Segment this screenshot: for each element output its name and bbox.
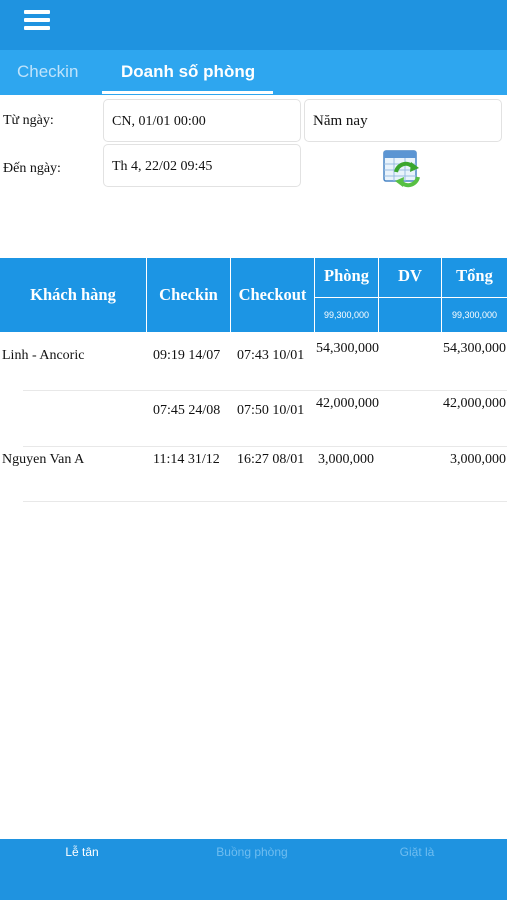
row-total: 42,000,000 — [443, 396, 506, 411]
row-room: 3,000,000 — [318, 452, 374, 467]
row-customer: Nguyen Van A — [2, 452, 85, 467]
row-divider — [23, 446, 507, 447]
row-total: 3,000,000 — [450, 452, 506, 467]
to-date-field[interactable]: Th 4, 22/02 09:45 — [103, 144, 301, 187]
grand-total: 99,300,000 — [442, 297, 507, 332]
from-date-label: Từ ngày: — [3, 113, 54, 128]
tab-doanh-so-phong[interactable]: Doanh số phòng — [121, 62, 256, 81]
row-room: 42,000,000 — [316, 396, 379, 411]
bottom-tab-giat-la[interactable]: Giặt là — [399, 845, 435, 859]
column-header-checkout: Checkout — [231, 258, 315, 332]
column-header-service: DV — [379, 258, 442, 332]
row-checkout: 07:50 10/01 — [237, 403, 305, 418]
row-checkout: 07:43 10/01 — [237, 348, 305, 363]
row-divider — [23, 390, 507, 391]
row-checkout: 16:27 08/01 — [237, 452, 305, 467]
from-date-field[interactable]: CN, 01/01 00:00 — [103, 99, 301, 142]
active-tab-indicator — [102, 91, 273, 94]
row-divider — [23, 501, 507, 502]
top-app-bar — [0, 0, 507, 50]
bottom-tab-buong-phong[interactable]: Buồng phòng — [216, 845, 288, 859]
column-header-total: Tổng 99,300,000 — [442, 258, 507, 332]
column-header-checkin: Checkin — [147, 258, 231, 332]
column-header-customer: Khách hàng — [0, 258, 147, 332]
room-total: 99,300,000 — [315, 297, 378, 332]
period-select[interactable]: Năm nay — [304, 99, 502, 142]
service-total — [379, 297, 441, 332]
bottom-tab-le-tan[interactable]: Lễ tân — [65, 845, 99, 859]
row-checkin: 07:45 24/08 — [153, 403, 221, 418]
hamburger-menu-icon[interactable] — [22, 8, 52, 34]
table-header — [0, 258, 507, 332]
row-checkin: 11:14 31/12 — [153, 452, 220, 467]
to-date-label: Đến ngày: — [3, 161, 61, 176]
refresh-report-icon[interactable] — [382, 148, 422, 188]
row-total: 54,300,000 — [443, 341, 506, 356]
row-customer: Linh - Ancoric — [2, 348, 85, 363]
column-header-room: Phòng 99,300,000 — [315, 258, 379, 332]
row-checkin: 09:19 14/07 — [153, 348, 221, 363]
tab-checkin[interactable]: Checkin — [17, 62, 79, 81]
row-room: 54,300,000 — [316, 341, 379, 356]
tab-bar — [0, 50, 507, 95]
